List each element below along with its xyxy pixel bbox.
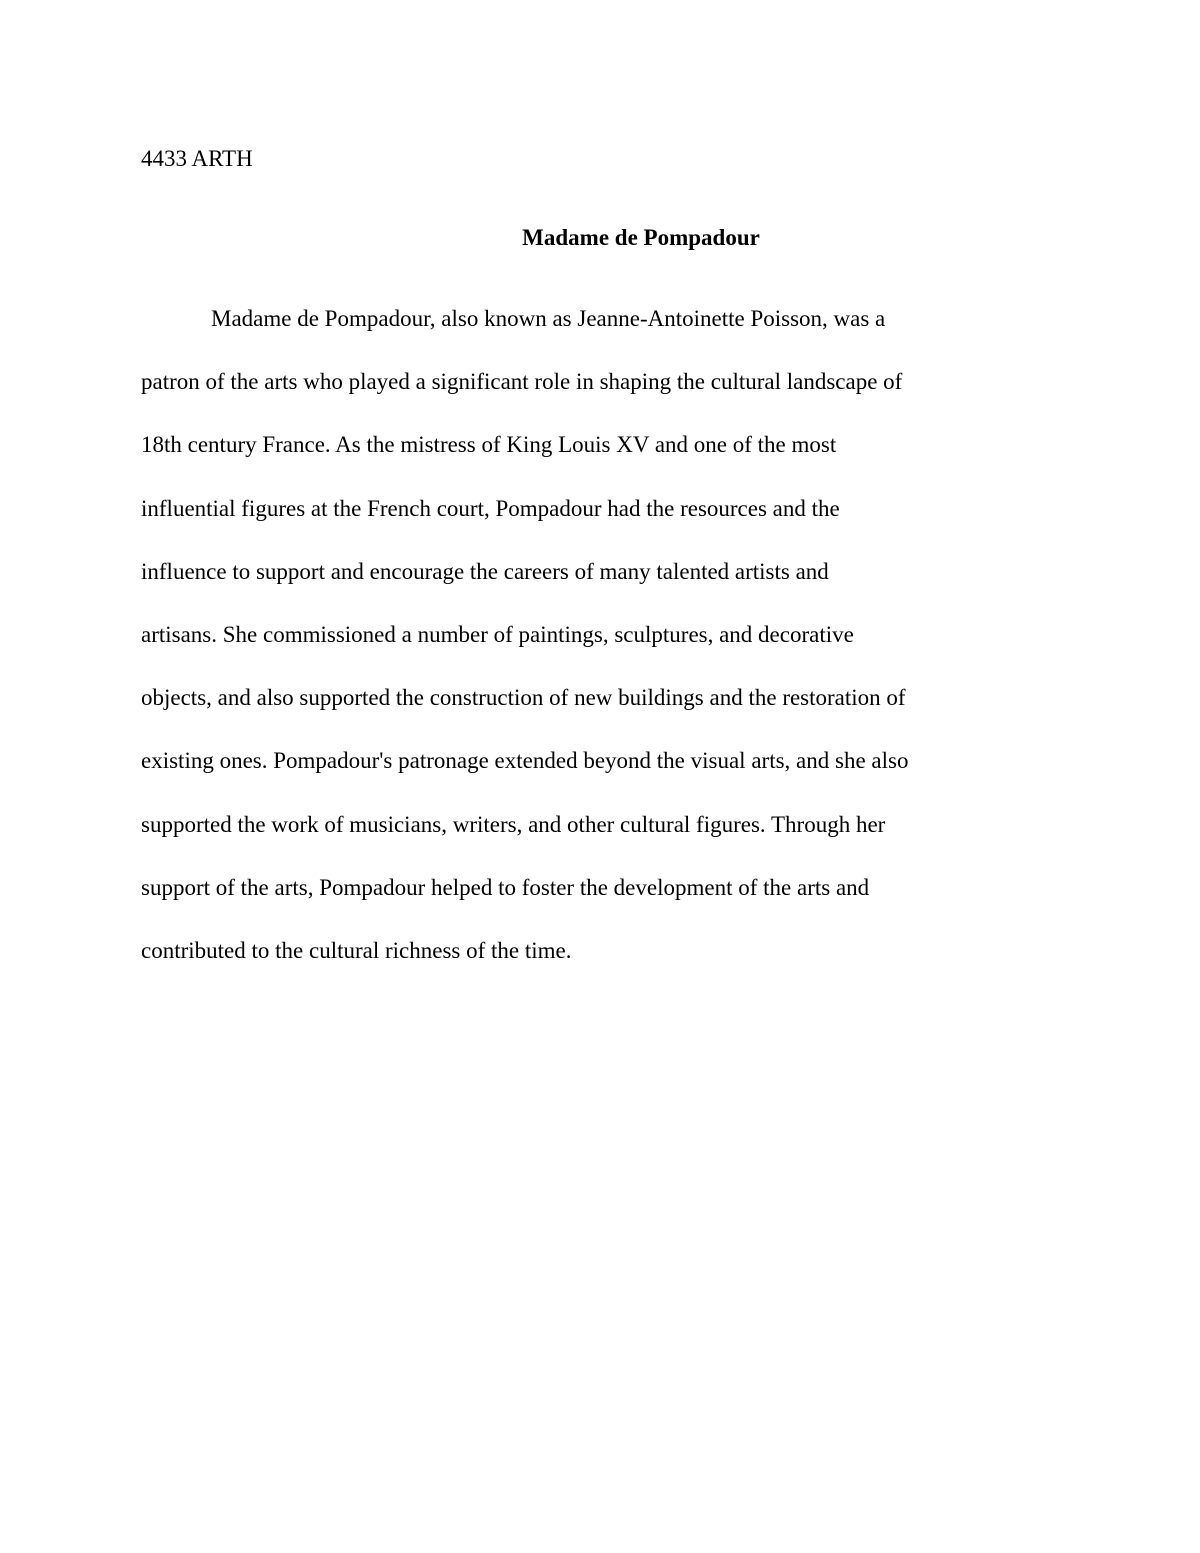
body-paragraph — [141, 299, 1101, 994]
paragraph-line: artisans. She commissioned a number of paintings, sculptures, and decorative — [141, 621, 854, 647]
paragraph-line: support of the arts, Pompadour helped to foster the development of the arts and — [141, 874, 870, 900]
paragraph-line: influence to support and encourage the careers of many talented artists and — [141, 558, 829, 584]
paragraph-line: objects, and also supported the construction of new buildings and the restoration of — [141, 685, 906, 711]
course-header: 4433 ARTH — [141, 146, 253, 171]
paragraph-line: supported the work of musicians, writers, and other cultural figures. Through her — [141, 811, 886, 837]
paragraph-line: 18th century France. As the mistress of King Louis XV and one of the most — [141, 432, 837, 458]
document-title: Madame de Pompadour — [522, 225, 760, 250]
paragraph-line: influential figures at the French court, Pompadour had the resources and the — [141, 495, 840, 521]
paragraph-line: patron of the arts who played a significant role in shaping the cultural landscape of — [141, 369, 903, 395]
paragraph-line: contributed to the cultural richness of the time. — [141, 937, 572, 963]
paragraph-line: Madame de Pompadour, also known as Jeanne-Antoinette Poisson, was a — [211, 306, 886, 331]
paragraph-line: existing ones. Pompadour's patronage extended beyond the visual arts, and she also — [141, 748, 909, 774]
